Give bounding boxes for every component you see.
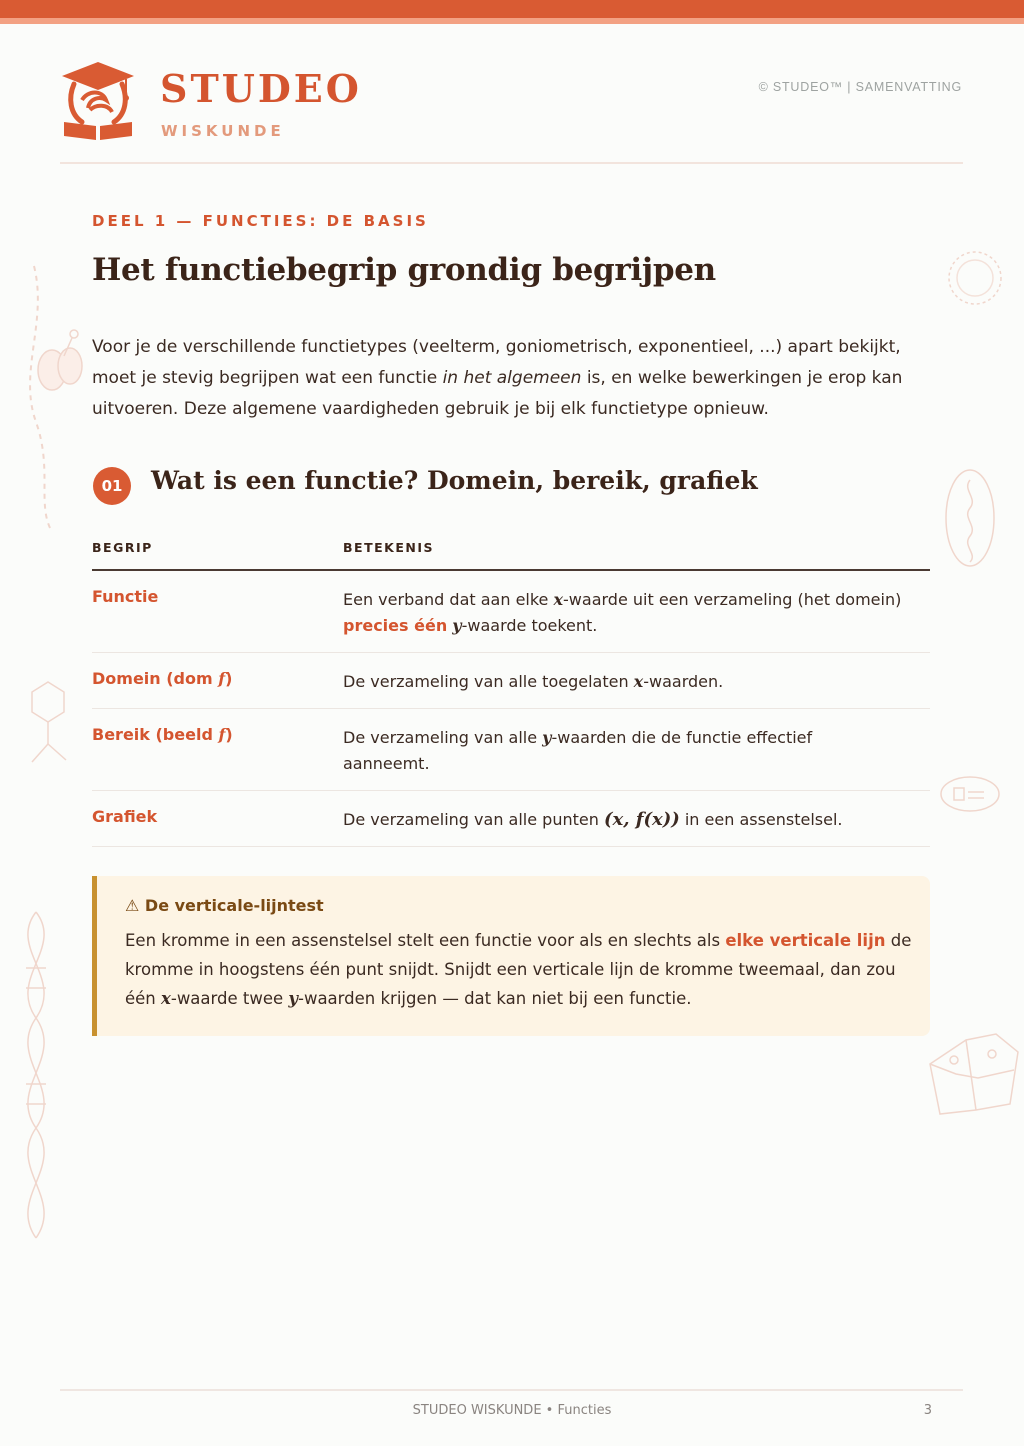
term-domein: Domein (dom f) <box>92 669 233 688</box>
warning-icon: ⚠ <box>125 896 140 915</box>
brand-subtitle: WISKUNDE <box>161 122 285 140</box>
studeo-logo-icon <box>60 60 136 142</box>
molecule-doodle-icon <box>14 262 84 532</box>
copyright-notice: © STUDEO™ | SAMENVATTING <box>758 80 962 94</box>
intro-paragraph: Voor je de verschillende functietypes (veelterm, goniometrisch, exponentieel, ...) apart bekijkt, moet je stevig begrijpen wat een functie in het algemeen is, en welke bewerkingen je erop kan uitvoeren. Deze algemene vaardigheden gebruik je bij elk functietype opnieuw. <box>92 337 903 419</box>
column-header-term: BEGRIP <box>92 540 153 555</box>
definition-bereik: De verzameling van alle y-waarden die de functie effectief aanneemt. <box>343 728 813 773</box>
column-header-meaning: BETEKENIS <box>343 540 434 555</box>
section-number-badge: 01 <box>93 467 131 505</box>
definition-functie: Een verband dat aan elke x-waarde uit een verzameling (het domein) precies één y-waarde toekent. <box>343 590 902 635</box>
chip-doodle-icon <box>938 774 1002 814</box>
footer-text: STUDEO WISKUNDE • Functies <box>412 1403 612 1418</box>
top-accent-bar <box>0 0 1024 18</box>
term-grafiek: Grafiek <box>92 807 158 826</box>
section-label: DEEL 1 — FUNCTIES: DE BASIS <box>92 212 429 230</box>
term-bereik: Bereik (beeld f) <box>92 725 233 744</box>
cell-doodle-icon <box>945 248 1005 308</box>
intro-emphasis: in het algemeen <box>442 368 582 388</box>
top-accent-bar-light <box>0 18 1024 24</box>
definition-grafiek: De verzameling van alle punten (x, f(x)) in een assenstelsel. <box>343 809 843 830</box>
structure-doodle-icon <box>26 678 76 764</box>
header-divider <box>60 162 963 164</box>
page-number: 3 <box>923 1403 932 1418</box>
subsection-title: Wat is een functie? Domein, bereik, grafiek <box>151 466 758 495</box>
table-header <box>92 538 930 571</box>
table-row <box>92 571 930 653</box>
term-functie: Functie <box>92 587 159 606</box>
vertical-line-test-callout <box>92 876 930 1036</box>
callout-title: ⚠ De verticale-lijntest <box>125 896 324 915</box>
definition-domein: De verzameling van alle toegelaten x-waarden. <box>343 672 724 691</box>
bacterium-doodle-icon <box>940 466 1000 572</box>
footer-divider <box>60 1389 963 1391</box>
page-title: Het functiebegrip grondig begrijpen <box>92 252 716 288</box>
dna-helix-doodle-icon <box>8 908 64 1242</box>
callout-body: Een kromme in een assenstelsel stelt een functie voor als en slechts als elke verticale lijn de kromme in hoogstens één punt snijdt. Snijdt een verticale lijn de kromme tweemaal, dan zou één x-waarde twee y-waarden krijgen — dat kan niet bij een functie. <box>125 931 912 1008</box>
brand-name: STUDEO <box>160 66 362 111</box>
definitions-table <box>92 538 930 847</box>
map-doodle-icon <box>926 1030 1022 1118</box>
table-row <box>92 791 930 847</box>
table-row <box>92 653 930 709</box>
table-row <box>92 709 930 791</box>
